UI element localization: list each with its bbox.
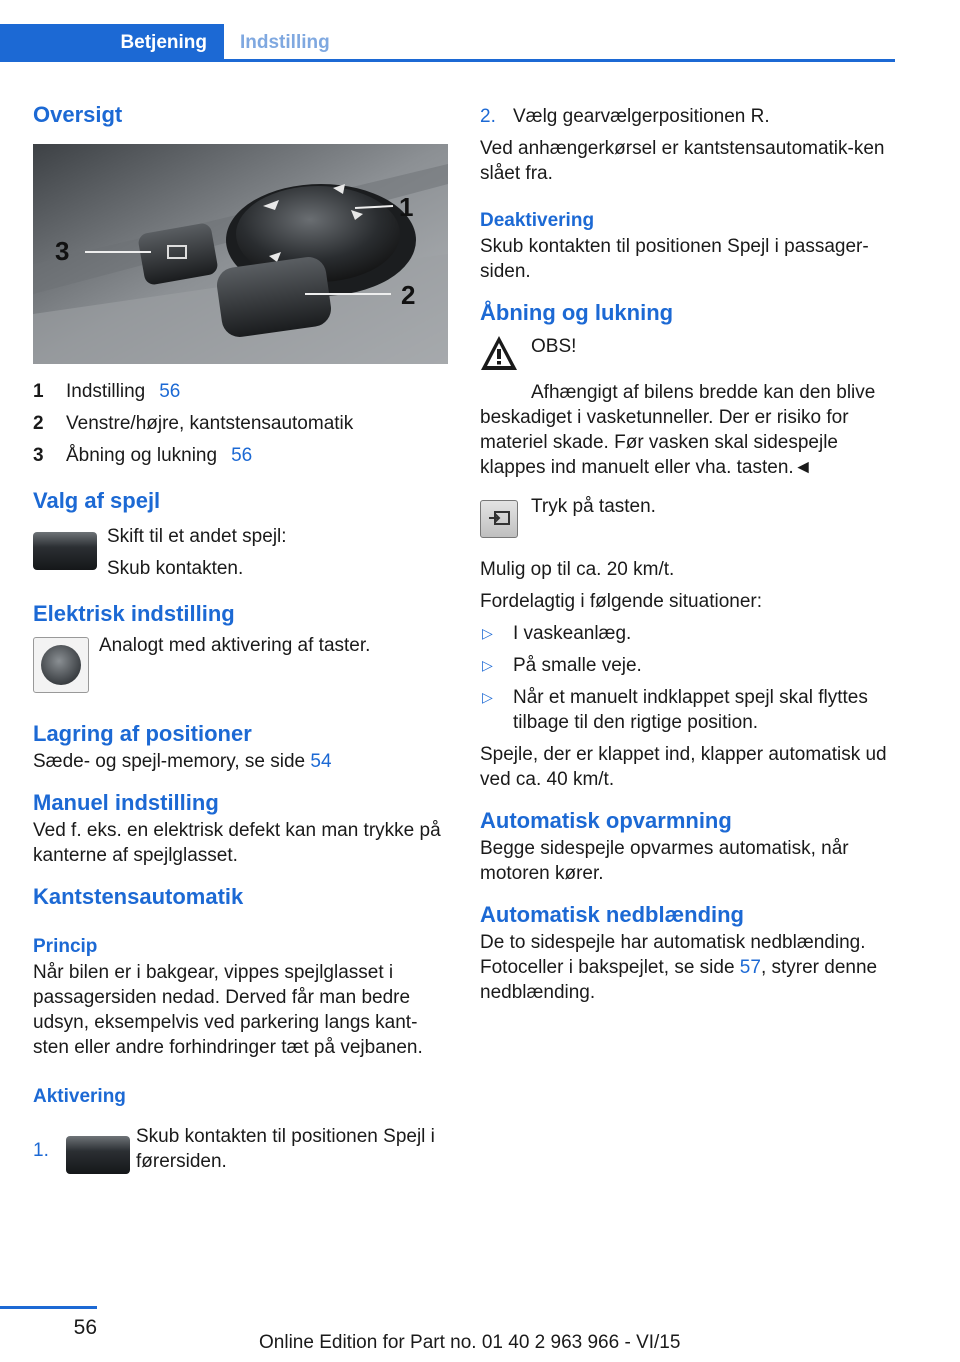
legend-num: 2 <box>33 413 44 434</box>
valg-line2: Skub kontakten. <box>107 558 244 579</box>
heading-princip: Princip <box>33 936 98 957</box>
heading-aabning-og-lukning: Åbning og lukning <box>480 300 674 325</box>
step-1 <box>33 1124 448 1174</box>
deaktivering-text: Skub kontakten til positionen Spejl i passager-siden. <box>480 236 869 282</box>
edition-text: Online Edition for Part no. 01 40 2 963 966 - VI/15 <box>259 1332 681 1353</box>
heading-kantstensautomatik: Kantstensautomatik <box>33 884 244 909</box>
tryk-text: Tryk på tasten. <box>531 496 656 517</box>
page-ref-link[interactable]: 57 <box>739 957 761 978</box>
heading-elektrisk-indstilling: Elektrisk indstilling <box>33 601 235 626</box>
legend-num: 1 <box>33 381 44 402</box>
header-rule <box>0 59 895 62</box>
obs-block <box>480 334 895 372</box>
heading-manuel-indstilling: Manuel indstilling <box>33 790 219 815</box>
step1-text: Skub kontakten til positionen Spejl i førersiden. <box>136 1126 435 1172</box>
legend-num: 3 <box>33 445 44 466</box>
legend-text: Indstilling <box>66 381 146 402</box>
nedblaending-text: De to sidespejle har automatisk nedblænding. Fotoceller i bakspejlet, se side 57, styrer denne nedblænding. <box>480 932 878 1003</box>
elektrisk-text: Analogt med aktivering af taster. <box>99 635 371 656</box>
left-column <box>33 100 448 1174</box>
mirror-adjust-icon <box>33 637 89 693</box>
page-number: 56 <box>73 1316 97 1339</box>
opvarmning-text: Begge sidespejle opvarmes automatisk, når motoren kører. <box>480 838 849 884</box>
bullet-triangle-icon: ▷ <box>482 625 493 641</box>
mirror-fold-button-icon[interactable] <box>480 500 518 538</box>
list-item: ▷ I vaskeanlæg. <box>482 623 632 644</box>
legend-text: Åbning og lukning <box>66 445 218 466</box>
warning-triangle-icon <box>480 334 518 372</box>
legend-row <box>33 440 448 472</box>
mulig-text: Mulig op til ca. 20 km/t. <box>480 559 675 580</box>
step-number: 1. <box>33 1140 49 1161</box>
list-item: ▷ Når et manuelt indklappet spejl skal flyttes tilbage til den rigtige position. <box>482 687 868 733</box>
valg-line1: Skift til et andet spejl: <box>107 526 287 547</box>
step-2 <box>480 104 895 129</box>
tab-indstilling[interactable]: Indstilling <box>240 32 330 53</box>
spejle-text: Spejle, der er klappet ind, klapper automatisk ud ved ca. 40 km/t. <box>480 744 887 790</box>
bullet-triangle-icon: ▷ <box>482 689 493 705</box>
figure-label-2: 2 <box>401 280 416 310</box>
footer-rule <box>0 1306 97 1309</box>
valg-block <box>33 518 448 581</box>
legend-row <box>33 376 448 408</box>
page-ref-link[interactable]: 54 <box>310 751 332 772</box>
princip-text: Når bilen er i bakgear, vippes spejlglasset i passagersiden nedad. Derved får man bedre udsyn, eksempelvis ved parkering langs kant-sten eller andre forhindringer tæt på vejbanen. <box>33 962 423 1058</box>
heading-aktivering: Aktivering <box>33 1086 126 1107</box>
header-tabbar <box>0 24 895 62</box>
figure-label-1: 1 <box>399 192 414 222</box>
heading-deaktivering: Deaktivering <box>480 210 595 231</box>
obs-title: OBS! <box>531 336 577 357</box>
legend-row <box>33 408 448 440</box>
heading-automatisk-opvarmning: Automatisk opvarmning <box>480 808 732 833</box>
switch-button-icon <box>66 1136 130 1174</box>
mirror-control-photo <box>33 144 448 364</box>
list-item: ▷ På smalle veje. <box>482 655 642 676</box>
heading-lagring: Lagring af positioner <box>33 721 252 746</box>
page-ref-link[interactable]: 56 <box>159 381 181 402</box>
legend-text: Venstre/højre, kantstensautomatik <box>66 413 354 434</box>
obs-text: Afhængigt af bilens bredde kan den blive beskadiget i vasketunneller. Der er risiko for materiel skade. Før vasken skal sidespejle klappes ind manuelt eller vha. tasten.◄ <box>480 382 876 478</box>
heading-automatisk-nedblaending: Automatisk nedblænding <box>480 902 744 927</box>
heading-oversigt: Oversigt <box>33 102 123 127</box>
manuel-text: Ved f. eks. en elektrisk defekt kan man trykke på kanterne af spejlglasset. <box>33 820 441 866</box>
lagring-text: Sæde- og spejl-memory, se side 54 <box>33 751 332 772</box>
fordelagtig-text: Fordelagtig i følgende situationer: <box>480 591 762 612</box>
step-number: 2. <box>480 106 496 127</box>
elektrisk-block <box>33 637 448 693</box>
bullet-triangle-icon: ▷ <box>482 657 493 673</box>
tryk-block <box>480 496 895 538</box>
step2-text: Vælg gearvælgerpositionen R. <box>513 106 770 127</box>
page-ref-link[interactable]: 56 <box>231 445 253 466</box>
figure-label-3: 3 <box>55 236 70 266</box>
figure-legend <box>33 376 448 472</box>
anhaenger-text: Ved anhængerkørsel er kantstensautomatik-ken slået fra. <box>480 138 885 184</box>
switch-button-icon <box>33 532 97 570</box>
right-column <box>480 100 895 1005</box>
tab-betjening[interactable]: Betjening <box>0 24 224 62</box>
heading-valg-af-spejl: Valg af spejl <box>33 488 161 513</box>
